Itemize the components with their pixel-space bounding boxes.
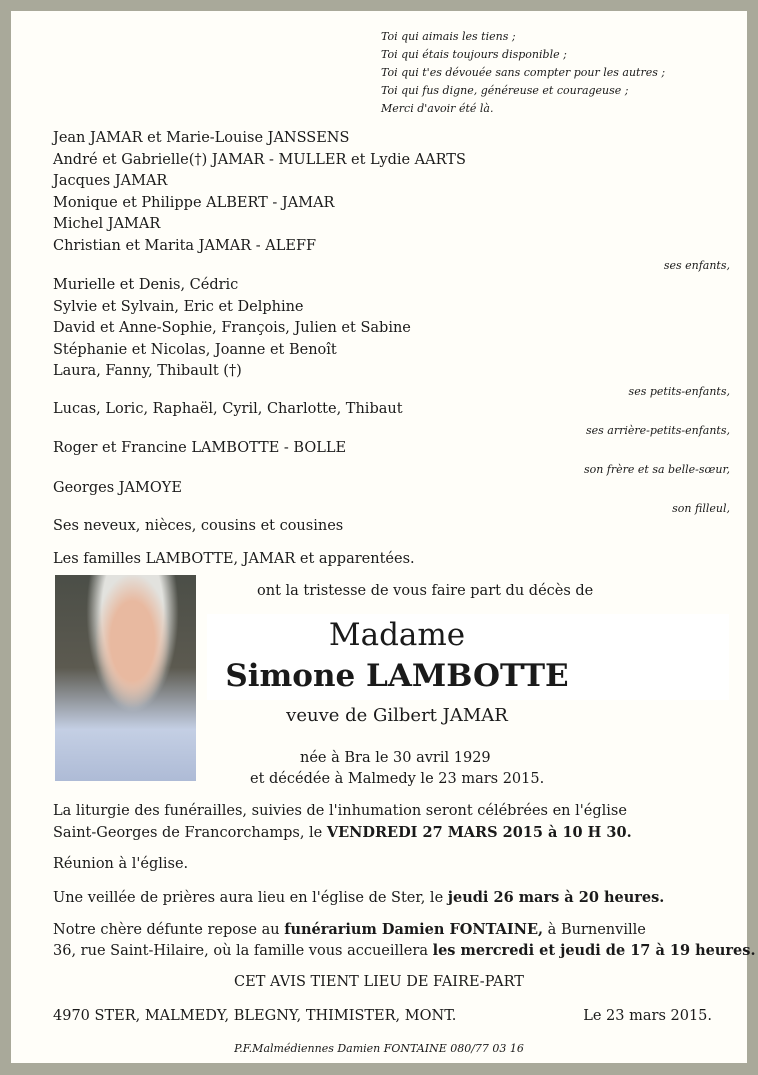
footer-funeral-home: P.F.Malmédiennes Damien FONTAINE 080/77 03 16 — [234, 1042, 524, 1055]
rest-line-1 — [53, 921, 646, 938]
child-entry: Jean JAMAR et Marie-Louise JANSSENS — [53, 130, 350, 146]
vigil-datetime: jeudi 26 mars à 20 heures. — [447, 889, 665, 906]
announcement: ont la tristesse de vous faire part du décès de — [257, 583, 594, 599]
godson: Georges JAMOYE — [53, 480, 182, 496]
great-grandchildren-role: ses arrière-petits-enfants, — [585, 424, 730, 437]
liturgy-datetime: VENDREDI 27 MARS 2015 à 10 H 30. — [326, 824, 632, 841]
children-role: ses enfants, — [663, 259, 730, 272]
rest-address: 36, rue Saint-Hilaire, où la famille vous accueillera — [53, 943, 433, 959]
poem-line: Toi qui fus digne, généreuse et courageuse ; — [381, 84, 629, 97]
children-list — [53, 128, 466, 258]
grandchildren-role: ses petits-enfants, — [628, 385, 730, 398]
child-entry: Monique et Philippe ALBERT - JAMAR — [53, 194, 335, 211]
vigil — [53, 889, 664, 906]
godson-role: son filleul, — [672, 502, 730, 515]
notice: CET AVIS TIENT LIEU DE FAIRE-PART — [234, 974, 524, 990]
first-name: Simone — [225, 658, 356, 694]
poem-line: Toi qui étais toujours disponible ; — [381, 48, 567, 61]
child-entry: Christian et Marita JAMAR - ALEFF — [53, 237, 317, 254]
grandchild-entry: Murielle et Denis, Cédric — [53, 277, 239, 293]
last-name: LAMBOTTE — [366, 658, 569, 694]
child-entry: Jacques JAMAR — [53, 173, 168, 190]
families: Les familles LAMBOTTE, JAMAR et apparentées. — [53, 551, 415, 567]
grandchild-entry: Stéphanie et Nicolas, Joanne et Benoît — [53, 341, 337, 358]
great-grandchildren: Lucas, Loric, Raphaël, Cyril, Charlotte, Thibaut — [53, 401, 403, 417]
child-entry: Michel JAMAR — [53, 216, 161, 233]
liturgy-line-2 — [53, 824, 632, 841]
poem-line: Toi qui aimais les tiens ; — [381, 30, 516, 43]
liturgy-place: Saint-Georges de Francorchamps, le — [53, 825, 327, 841]
obituary-page — [11, 11, 756, 1063]
deceased-name — [207, 658, 587, 694]
birth-info: née à Bra le 30 avril 1929 — [300, 750, 491, 766]
rest-text: Notre chère défunte repose au — [53, 922, 285, 938]
notice-date: Le 23 mars 2015. — [583, 1008, 712, 1024]
reunion: Réunion à l'église. — [53, 856, 189, 872]
poem-line: Merci d'avoir été là. — [381, 102, 494, 115]
grandchild-entry: Sylvie et Sylvain, Eric et Delphine — [53, 298, 304, 315]
sibling: Roger et Francine LAMBOTTE - BOLLE — [53, 440, 347, 456]
sibling-role: son frère et sa belle-sœur, — [583, 463, 730, 476]
rest-line-2 — [53, 942, 756, 959]
places: 4970 STER, MALMEDY, BLEGNY, THIMISTER, MONT. — [53, 1008, 457, 1024]
poem-line: Toi qui t'es dévouée sans compter pour les autres ; — [381, 66, 666, 79]
deceased-title: Madame — [328, 617, 466, 653]
widow-of: veuve de Gilbert JAMAR — [286, 705, 508, 726]
poem — [381, 28, 665, 118]
grandchild-entry: David et Anne-Sophie, François, Julien et Sabine — [53, 320, 411, 337]
visiting-hours: les mercredi et jeudi de 17 à 19 heures. — [432, 942, 756, 959]
vigil-text: Une veillée de prières aura lieu en l'église de Ster, le — [53, 890, 448, 906]
child-entry: André et Gabrielle(†) JAMAR - MULLER et Lydie AARTS — [53, 151, 466, 168]
funerarium-name: funérarium Damien FONTAINE, — [284, 921, 544, 938]
death-info: et décédée à Malmedy le 23 mars 2015. — [250, 771, 545, 787]
nephews: Ses neveux, nièces, cousins et cousines — [53, 518, 344, 534]
liturgy-line-1: La liturgie des funérailles, suivies de l'inhumation seront célébrées en l'église — [53, 803, 627, 819]
rest-locality: à Burnenville — [543, 922, 646, 938]
portrait-photo — [55, 575, 196, 781]
grandchildren-list — [53, 275, 411, 383]
grandchild-entry: Laura, Fanny, Thibault (†) — [53, 363, 242, 380]
